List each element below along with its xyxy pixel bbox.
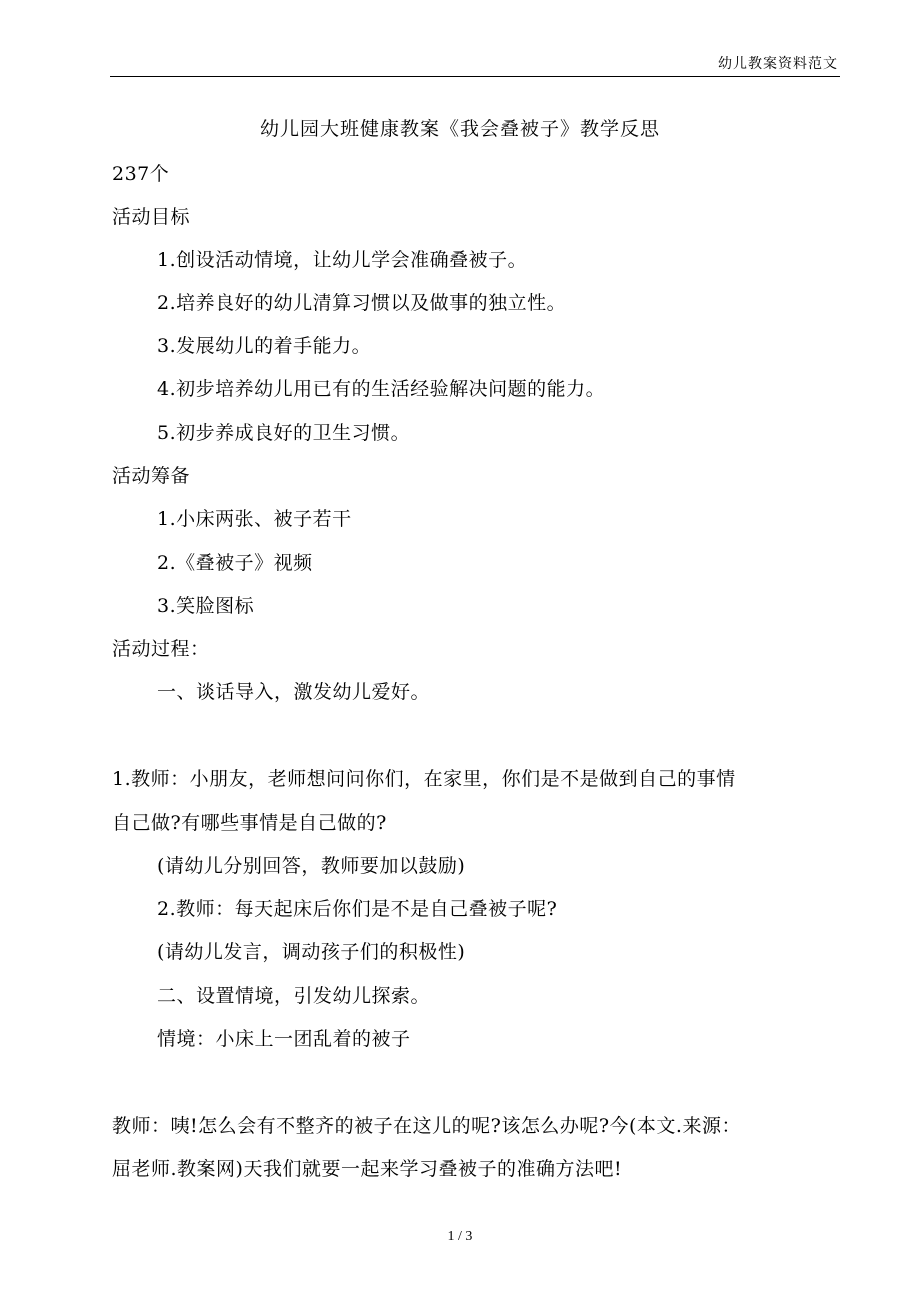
question-text: 2.教师：每天起床后你们是不是自己叠被子呢?: [157, 898, 558, 920]
goals-heading: 活动目标: [112, 206, 191, 228]
document-title: 幼儿园大班健康教案《我会叠被子》教学反思: [259, 118, 660, 140]
goal-item: 3.发展幼儿的着手能力。: [157, 335, 372, 357]
prep-heading: 活动筹备: [112, 465, 191, 487]
goal-item: 5.初步养成良好的卫生习惯。: [157, 422, 411, 444]
page-number: 1 / 3: [447, 1229, 473, 1244]
note-text: (请幼儿发言，调动孩子们的积极性): [157, 941, 466, 963]
note-text: (请幼儿分别回答，教师要加以鼓励): [157, 855, 466, 877]
goal-item: 2.培养良好的幼儿清算习惯以及做事的独立性。: [157, 292, 567, 314]
step-heading: 一、谈话导入，激发幼儿爱好。: [157, 681, 431, 703]
goal-item: 1.创设活动情境，让幼儿学会准确叠被子。: [157, 249, 528, 271]
paragraph-line: 屈老师.教案网)天我们就要一起来学习叠被子的准确方法吧!: [112, 1158, 623, 1180]
paragraph-line: 自己做?有哪些事情是自己做的?: [112, 812, 387, 834]
running-header: 幼儿教案资料范文: [718, 56, 838, 72]
goal-item: 4.初步培养幼儿用已有的生活经验解决问题的能力。: [157, 378, 606, 400]
step-heading: 二、设置情境，引发幼儿探索。: [157, 985, 431, 1007]
prep-item: 1.小床两张、被子若干: [157, 508, 352, 530]
header-divider: [110, 76, 840, 77]
prep-item: 2.《叠被子》视频: [157, 552, 313, 574]
prep-item: 3.笑脸图标: [157, 595, 255, 617]
scene-text: 情境：小床上一团乱着的被子: [157, 1028, 411, 1050]
process-heading: 活动过程：: [112, 638, 210, 660]
count-text: 237个: [112, 163, 170, 185]
paragraph-line: 教师：咦!怎么会有不整齐的被子在这儿的呢?该怎么办呢?今(本文.来源：: [112, 1115, 741, 1137]
paragraph-line: 1.教师：小朋友，老师想问问你们，在家里，你们是不是做到自己的事情: [112, 768, 736, 790]
